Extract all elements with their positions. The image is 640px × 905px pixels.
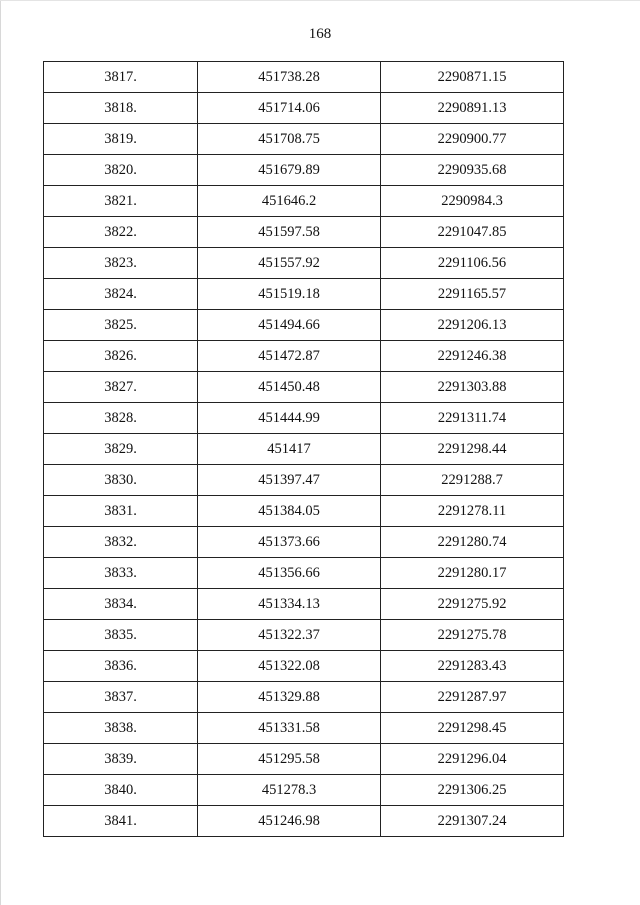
- table-row: [44, 124, 564, 155]
- y-coordinate-cell: 2290891.13: [381, 93, 564, 124]
- x-coordinate-cell: 451714.06: [198, 93, 381, 124]
- y-coordinate-cell: 2291298.45: [381, 713, 564, 744]
- point-number-cell: 3827.: [44, 372, 198, 403]
- x-coordinate-cell: 451417: [198, 434, 381, 465]
- table-row: [44, 372, 564, 403]
- y-coordinate-cell: 2291288.7: [381, 465, 564, 496]
- x-coordinate-cell: 451329.88: [198, 682, 381, 713]
- y-coordinate-cell: 2290984.3: [381, 186, 564, 217]
- x-coordinate-cell: 451494.66: [198, 310, 381, 341]
- table-row: [44, 279, 564, 310]
- x-coordinate-cell: 451646.2: [198, 186, 381, 217]
- table-row: [44, 651, 564, 682]
- point-number-cell: 3820.: [44, 155, 198, 186]
- point-number-cell: 3826.: [44, 341, 198, 372]
- table-row: [44, 434, 564, 465]
- y-coordinate-cell: 2291287.97: [381, 682, 564, 713]
- y-coordinate-cell: 2291280.17: [381, 558, 564, 589]
- table-row: [44, 217, 564, 248]
- x-coordinate-cell: 451597.58: [198, 217, 381, 248]
- point-number-cell: 3836.: [44, 651, 198, 682]
- table-row: [44, 93, 564, 124]
- scan-edge: [0, 0, 640, 1]
- x-coordinate-cell: 451322.08: [198, 651, 381, 682]
- point-number-cell: 3824.: [44, 279, 198, 310]
- point-number-cell: 3835.: [44, 620, 198, 651]
- point-number-cell: 3817.: [44, 62, 198, 93]
- y-coordinate-cell: 2290935.68: [381, 155, 564, 186]
- y-coordinate-cell: 2291307.24: [381, 806, 564, 837]
- y-coordinate-cell: 2291106.56: [381, 248, 564, 279]
- y-coordinate-cell: 2291303.88: [381, 372, 564, 403]
- table-row: [44, 248, 564, 279]
- x-coordinate-cell: 451679.89: [198, 155, 381, 186]
- point-number-cell: 3837.: [44, 682, 198, 713]
- table-row: [44, 527, 564, 558]
- point-number-cell: 3831.: [44, 496, 198, 527]
- coordinates-table: [43, 61, 564, 837]
- x-coordinate-cell: 451444.99: [198, 403, 381, 434]
- table-row: [44, 775, 564, 806]
- y-coordinate-cell: 2291275.78: [381, 620, 564, 651]
- x-coordinate-cell: 451738.28: [198, 62, 381, 93]
- table-row: [44, 806, 564, 837]
- point-number-cell: 3833.: [44, 558, 198, 589]
- y-coordinate-cell: 2291298.44: [381, 434, 564, 465]
- x-coordinate-cell: 451384.05: [198, 496, 381, 527]
- point-number-cell: 3825.: [44, 310, 198, 341]
- point-number-cell: 3829.: [44, 434, 198, 465]
- y-coordinate-cell: 2291280.74: [381, 527, 564, 558]
- point-number-cell: 3819.: [44, 124, 198, 155]
- point-number-cell: 3839.: [44, 744, 198, 775]
- table-row: [44, 496, 564, 527]
- x-coordinate-cell: 451373.66: [198, 527, 381, 558]
- point-number-cell: 3821.: [44, 186, 198, 217]
- x-coordinate-cell: 451246.98: [198, 806, 381, 837]
- y-coordinate-cell: 2291047.85: [381, 217, 564, 248]
- x-coordinate-cell: 451708.75: [198, 124, 381, 155]
- x-coordinate-cell: 451278.3: [198, 775, 381, 806]
- page-number: 168: [308, 26, 332, 42]
- y-coordinate-cell: 2291283.43: [381, 651, 564, 682]
- point-number-cell: 3830.: [44, 465, 198, 496]
- y-coordinate-cell: 2291206.13: [381, 310, 564, 341]
- point-number-cell: 3832.: [44, 527, 198, 558]
- x-coordinate-cell: 451472.87: [198, 341, 381, 372]
- table-row: [44, 310, 564, 341]
- x-coordinate-cell: 451397.47: [198, 465, 381, 496]
- x-coordinate-cell: 451450.48: [198, 372, 381, 403]
- y-coordinate-cell: 2290871.15: [381, 62, 564, 93]
- y-coordinate-cell: 2291278.11: [381, 496, 564, 527]
- table-row: [44, 558, 564, 589]
- point-number-cell: 3823.: [44, 248, 198, 279]
- x-coordinate-cell: 451322.37: [198, 620, 381, 651]
- table-row: [44, 155, 564, 186]
- table-row: [44, 682, 564, 713]
- table-row: [44, 186, 564, 217]
- y-coordinate-cell: 2290900.77: [381, 124, 564, 155]
- x-coordinate-cell: 451295.58: [198, 744, 381, 775]
- table-row: [44, 744, 564, 775]
- x-coordinate-cell: 451557.92: [198, 248, 381, 279]
- x-coordinate-cell: 451334.13: [198, 589, 381, 620]
- point-number-cell: 3828.: [44, 403, 198, 434]
- y-coordinate-cell: 2291246.38: [381, 341, 564, 372]
- table-row: [44, 713, 564, 744]
- table-row: [44, 341, 564, 372]
- y-coordinate-cell: 2291165.57: [381, 279, 564, 310]
- x-coordinate-cell: 451519.18: [198, 279, 381, 310]
- table-body: [44, 62, 564, 837]
- y-coordinate-cell: 2291306.25: [381, 775, 564, 806]
- y-coordinate-cell: 2291311.74: [381, 403, 564, 434]
- scan-edge: [0, 0, 1, 905]
- table-row: [44, 589, 564, 620]
- table-row: [44, 403, 564, 434]
- table-row: [44, 620, 564, 651]
- x-coordinate-cell: 451356.66: [198, 558, 381, 589]
- point-number-cell: 3838.: [44, 713, 198, 744]
- y-coordinate-cell: 2291296.04: [381, 744, 564, 775]
- point-number-cell: 3840.: [44, 775, 198, 806]
- x-coordinate-cell: 451331.58: [198, 713, 381, 744]
- table-row: [44, 62, 564, 93]
- table-row: [44, 465, 564, 496]
- point-number-cell: 3834.: [44, 589, 198, 620]
- point-number-cell: 3822.: [44, 217, 198, 248]
- point-number-cell: 3841.: [44, 806, 198, 837]
- y-coordinate-cell: 2291275.92: [381, 589, 564, 620]
- point-number-cell: 3818.: [44, 93, 198, 124]
